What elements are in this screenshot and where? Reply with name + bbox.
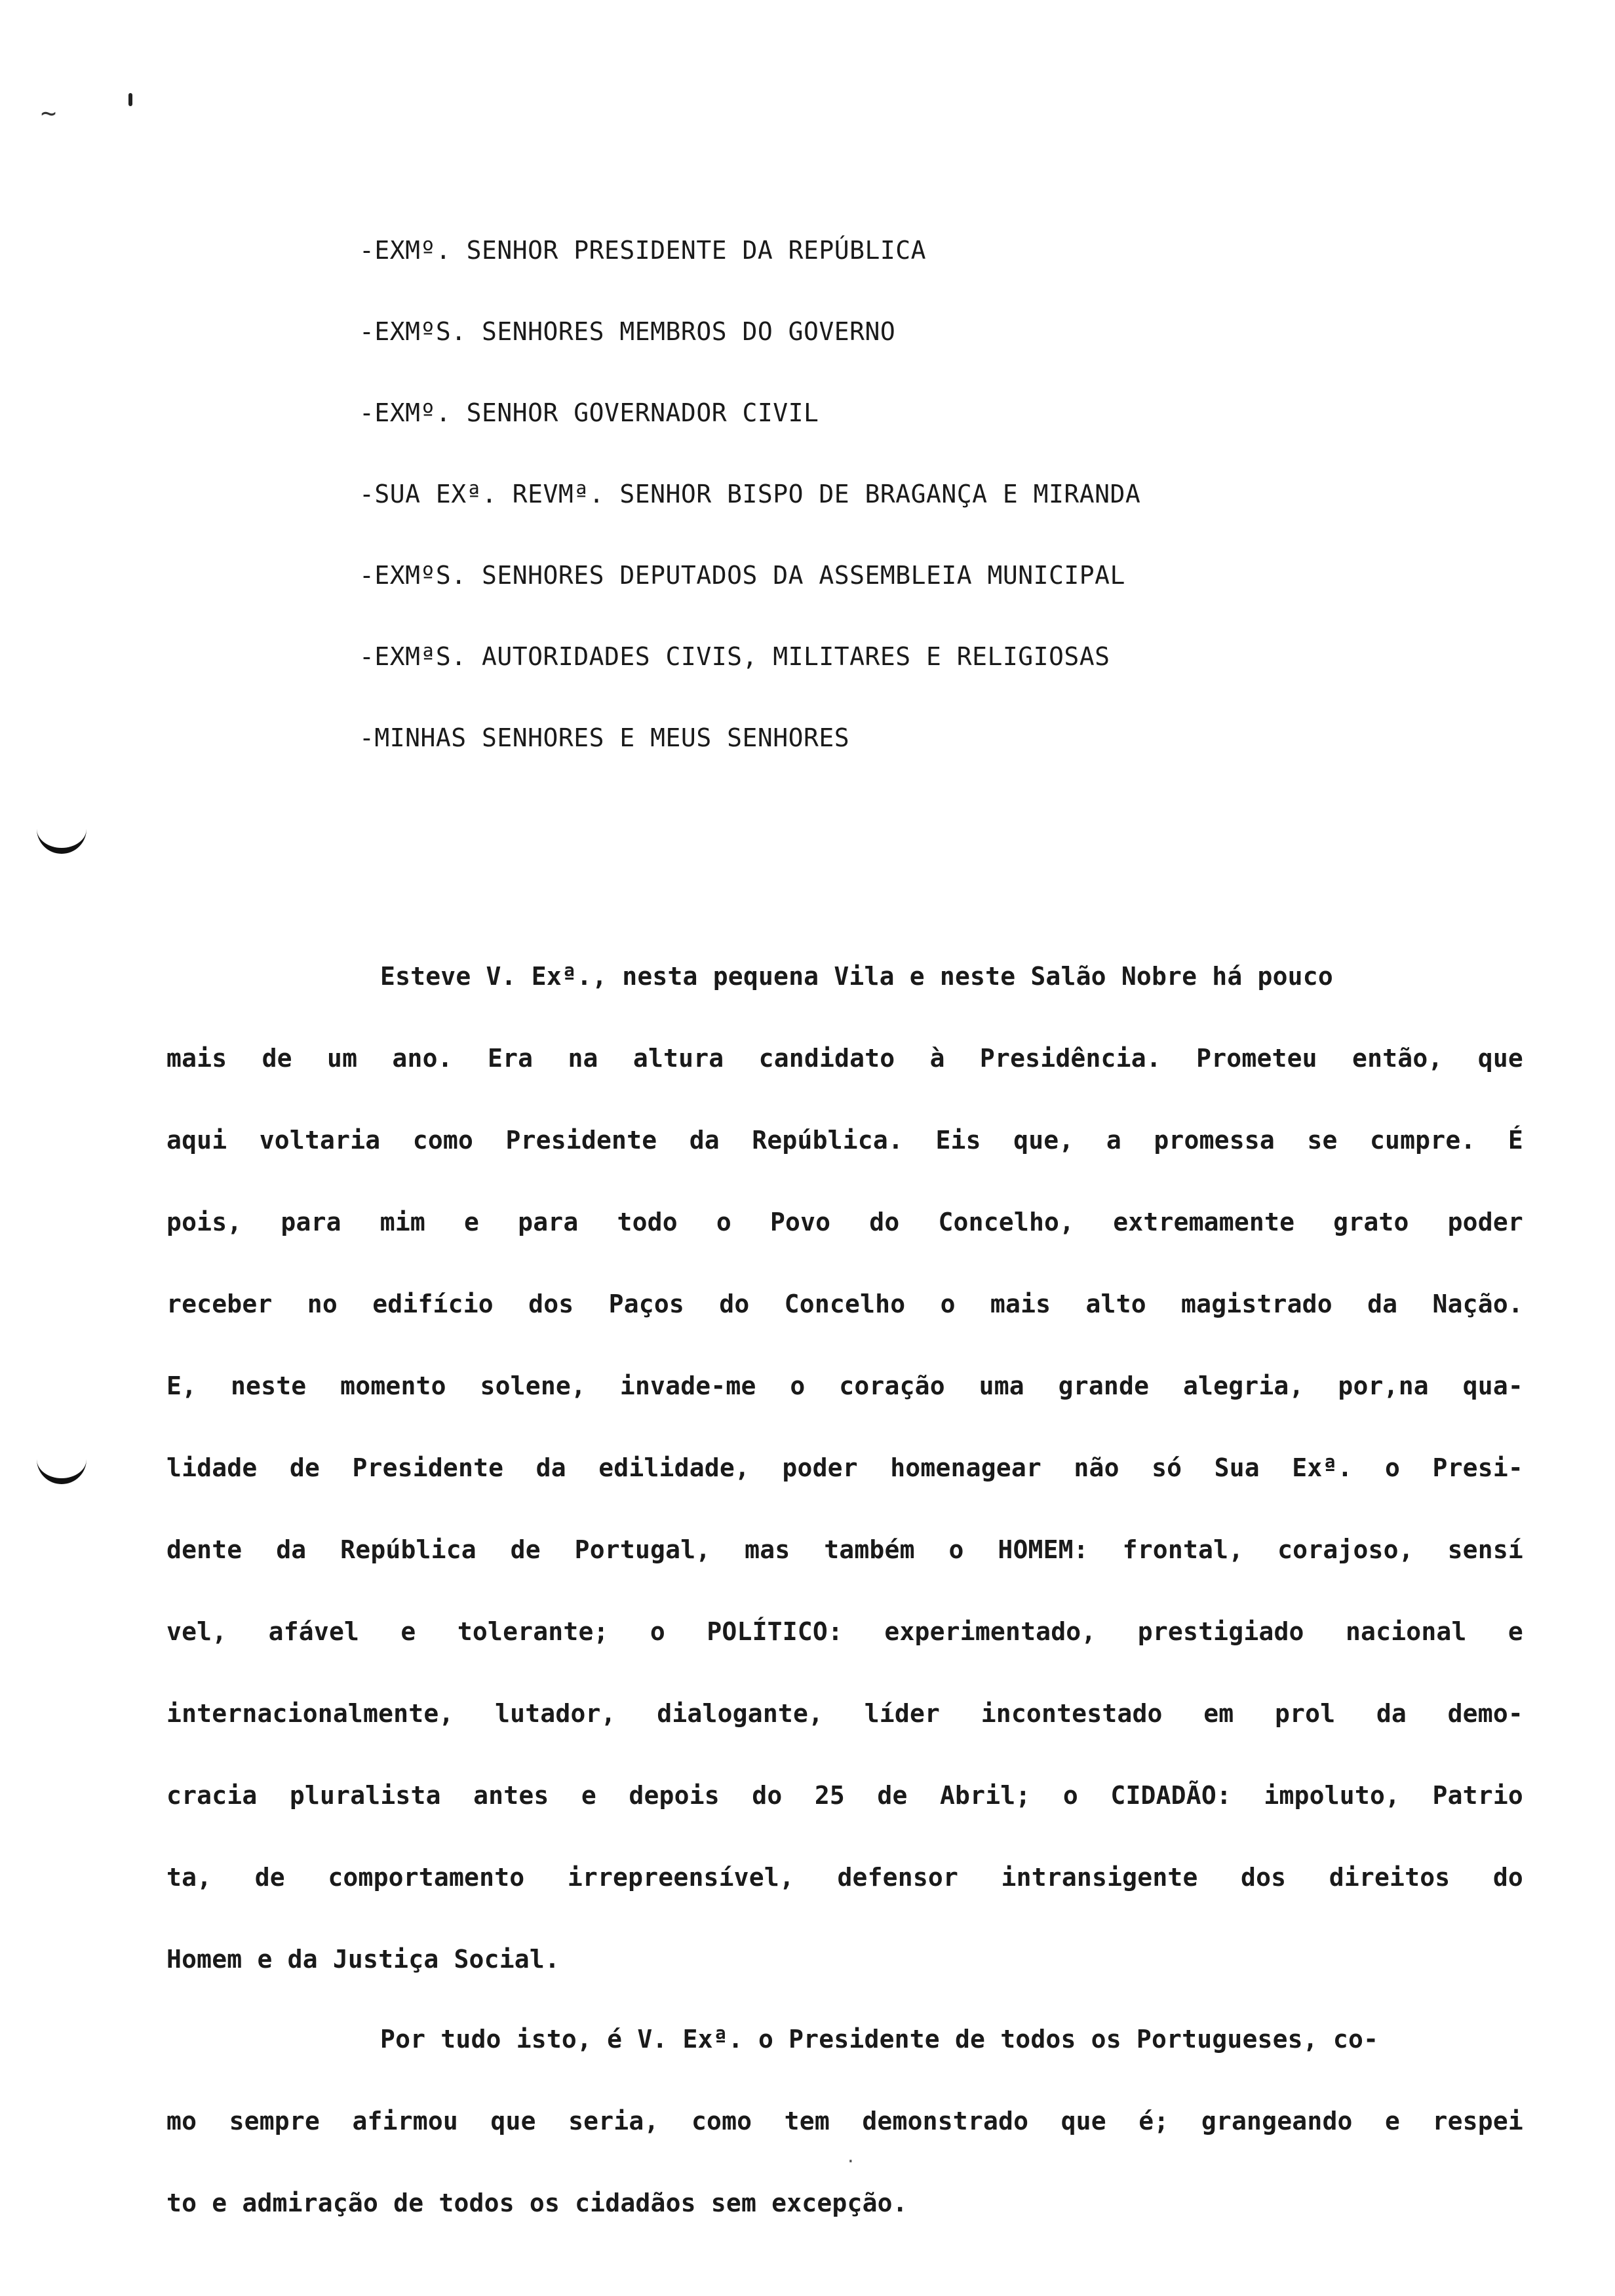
salutation-line: -EXMº. SENHOR PRESIDENTE DA REPÚBLICA: [359, 236, 926, 265]
punch-hole-mark: [37, 826, 87, 854]
salutation-line: -EXMº. SENHOR GOVERNADOR CIVIL: [359, 398, 819, 427]
salutation-line: -EXMºS. SENHORES MEMBROS DO GOVERNO: [359, 317, 896, 346]
scan-mark: ~: [41, 98, 57, 128]
salutation-line: -EXMºS. SENHORES DEPUTADOS DA ASSEMBLEIA MUNICIPAL: [359, 561, 1125, 590]
text-line: Homem e da Justiça Social.: [166, 1945, 560, 1974]
text-line: pois, para mim e para todo o Povo do Concelho, extremamente grato poder: [166, 1208, 1523, 1236]
text-line: mais de um ano. Era na altura candidato à Presidência. Prometeu então, que: [166, 1044, 1523, 1073]
text-line: ta, de comportamento irrepreensível, defensor intransigente dos direitos do: [166, 1863, 1523, 1892]
text-line: mo sempre afirmou que seria, como tem demonstrado que é; grangeando e respei: [166, 2107, 1523, 2135]
text-line: vel, afável e tolerante; o POLÍTICO: experimentado, prestigiado nacional e: [166, 1617, 1523, 1646]
scan-speck: ·: [846, 2152, 856, 2172]
punch-hole-mark: [37, 1456, 87, 1484]
salutation-line: -EXMªS. AUTORIDADES CIVIS, MILITARES E RELIGIOSAS: [359, 642, 1110, 671]
text-line: Esteve V. Exª., nesta pequena Vila e neste Salão Nobre há pouco: [380, 962, 1333, 991]
text-line: Por tudo isto, é V. Exª. o Presidente de todos os Portugueses, co-: [380, 2025, 1379, 2054]
salutation-line: -MINHAS SENHORES E MEUS SENHORES: [359, 723, 850, 752]
salutation-list: [359, 210, 1140, 778]
text-line: to e admiração de todos os cidadãos sem excepção.: [166, 2189, 908, 2217]
text-line: cracia pluralista antes e depois do 25 de Abril; o CIDADÃO: impoluto, Patrio: [166, 1781, 1523, 1810]
text-line: dente da República de Portugal, mas também o HOMEM: frontal, corajoso, sensí: [166, 1535, 1523, 1564]
salutation-line: -SUA EXª. REVMª. SENHOR BISPO DE BRAGANÇA E MIRANDA: [359, 480, 1141, 508]
text-line: E, neste momento solene, invade-me o coração uma grande alegria, por,na qua-: [166, 1371, 1523, 1400]
scan-mark: [128, 93, 132, 106]
text-line: receber no edifício dos Paços do Concelho o mais alto magistrado da Nação.: [166, 1290, 1523, 1318]
text-line: internacionalmente, lutador, dialogante, líder incontestado em prol da demo-: [166, 1699, 1523, 1728]
text-line: aqui voltaria como Presidente da República. Eis que, a promessa se cumpre. É: [166, 1126, 1523, 1155]
speech-paragraph-2: [166, 1999, 1523, 2244]
text-line: lidade de Presidente da edilidade, poder homenagear não só Sua Exª. o Presi-: [166, 1453, 1523, 1482]
speech-paragraph-1: [166, 936, 1523, 2000]
